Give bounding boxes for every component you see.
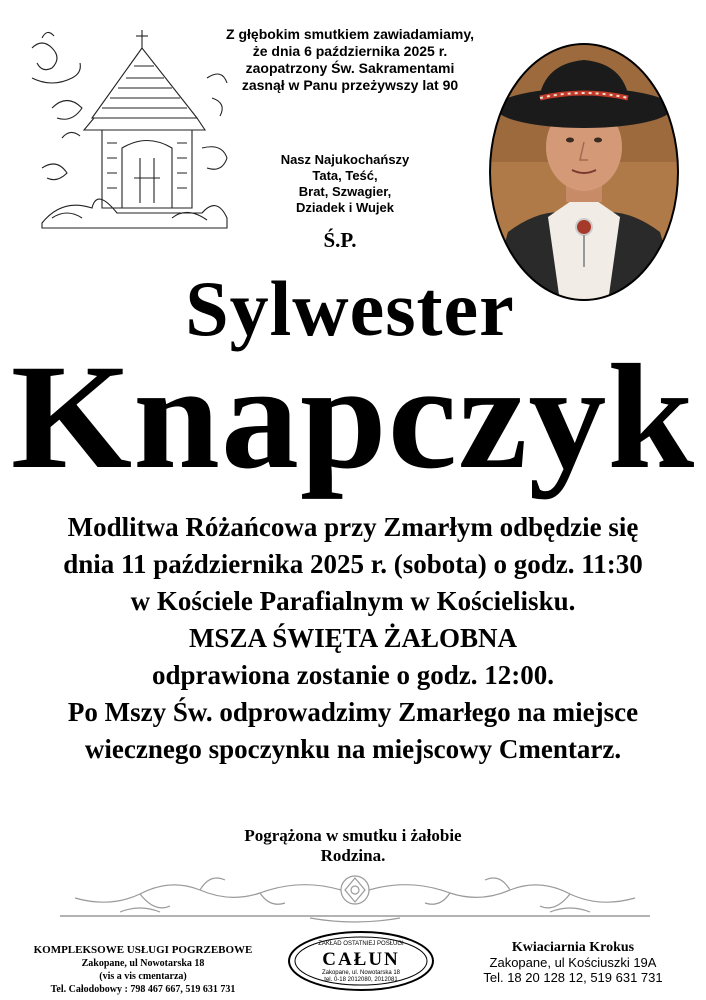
surname: Knapczyk bbox=[10, 334, 696, 500]
logo-top-text: ZAKŁAD OSTATNIEJ POSŁUGI bbox=[318, 941, 404, 947]
ceremony-line: dnia 11 października 2025 r. (sobota) o godz. 11:30 bbox=[63, 549, 643, 579]
family-roles bbox=[255, 152, 435, 216]
closing-signature bbox=[150, 826, 556, 866]
honorific: Ś.P. bbox=[323, 228, 357, 252]
family-role-line: Brat, Szwagier, bbox=[298, 184, 392, 199]
ceremony-line: Po Mszy Św. odprowadzimy Zmarłego na miejsce bbox=[67, 697, 639, 727]
floral-ornament-icon bbox=[60, 868, 650, 928]
intro-line: zasnął w Panu przeżywszy lat 90 bbox=[241, 77, 459, 93]
intro-line: Z głębokim smutkiem zawiadamiamy, bbox=[226, 26, 474, 42]
logo-name: CAŁUN bbox=[322, 949, 400, 970]
ceremony-line: odprawiona zostanie o godz. 12:00. bbox=[151, 660, 554, 690]
funeral-services-note: (vis a vis cmentarza) bbox=[99, 971, 187, 982]
funeral-services-phone: Tel. Całodobowy : 798 467 667, 519 631 731 bbox=[50, 984, 236, 995]
logo-address: Zakopane, ul. Nowotarska 18 bbox=[321, 970, 401, 976]
ceremony-line: wiecznego spoczynku na miejscowy Cmentarz. bbox=[84, 734, 622, 764]
intro-line: że dnia 6 października 2025 r. bbox=[252, 43, 448, 59]
florist-name: Kwiaciarnia Krokus bbox=[511, 940, 635, 955]
portrait-photo bbox=[488, 42, 680, 302]
ceremony-details bbox=[20, 509, 686, 768]
logo-phone: tel. 0-18 2012080, 2012081 bbox=[324, 977, 398, 983]
intro-text bbox=[200, 26, 500, 94]
family-role-line: Tata, Teść, bbox=[312, 168, 378, 183]
ceremony-line: w Kościele Parafialnym w Kościelisku. bbox=[130, 586, 576, 616]
florist-contact bbox=[448, 940, 698, 985]
family-role-line: Dziadek i Wujek bbox=[295, 200, 394, 215]
florist-address: Zakopane, ul Kościuszki 19A bbox=[489, 955, 657, 970]
intro-line: zaopatrzony Św. Sakramentami bbox=[245, 60, 455, 76]
funeral-services-address: Zakopane, ul Nowotarska 18 bbox=[81, 958, 205, 969]
closing-line: Pogrążona w smutku i żałobie bbox=[244, 826, 462, 845]
family-role-line: Nasz Najukochańszy bbox=[280, 152, 410, 167]
funeral-services-contact bbox=[8, 944, 278, 996]
ceremony-line: MSZA ŚWIĘTA ŻAŁOBNA bbox=[188, 623, 518, 653]
closing-line: Rodzina. bbox=[320, 846, 386, 865]
funeral-services-title: KOMPLEKSOWE USŁUGI POGRZEBOWE bbox=[33, 944, 253, 956]
first-name: Sylwester bbox=[185, 265, 515, 352]
florist-phone: Tel. 18 20 128 12, 519 631 731 bbox=[483, 970, 663, 985]
ceremony-line: Modlitwa Różańcowa przy Zmarłym odbędzie się bbox=[67, 512, 639, 542]
calun-logo bbox=[286, 930, 436, 992]
